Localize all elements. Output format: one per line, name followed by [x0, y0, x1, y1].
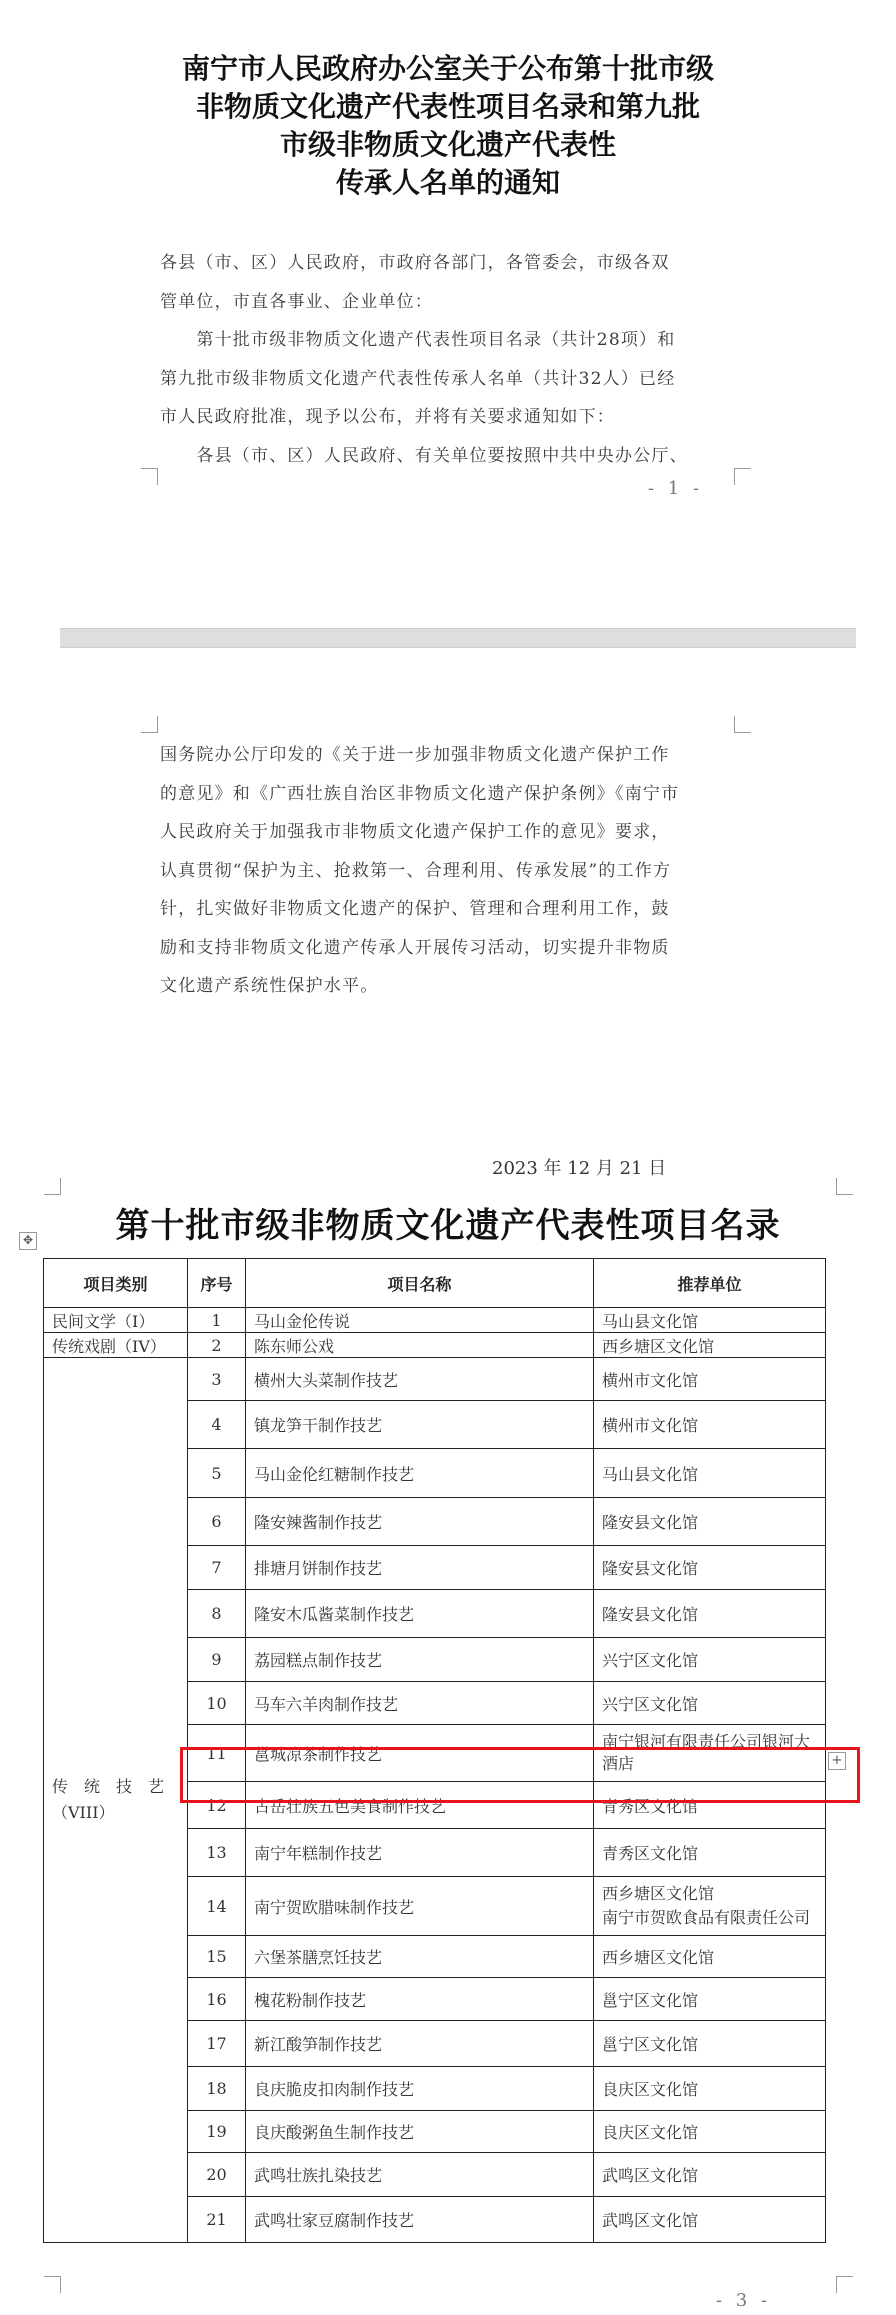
number-cell: 14 [188, 1877, 246, 1936]
unit-cell: 横州市文化馆 [594, 1358, 826, 1401]
unit-cell: 兴宁区文化馆 [594, 1682, 826, 1725]
page-gap [60, 628, 856, 648]
page-corner-mark [836, 1178, 853, 1195]
unit-cell: 隆安县文化馆 [594, 1546, 826, 1590]
list-title: 第十批市级非物质文化遗产代表性项目名录 [115, 1206, 781, 1246]
name-cell: 南宁贺欧腊味制作技艺 [246, 1877, 594, 1936]
name-cell: 良庆酸粥鱼生制作技艺 [246, 2111, 594, 2153]
name-cell: 马车六羊肉制作技艺 [246, 1682, 594, 1725]
page-corner-mark [44, 1178, 61, 1195]
notice-date: 2023 年 12 月 21 日 [492, 1158, 667, 1179]
page2-body [160, 736, 770, 1006]
number-cell: 4 [188, 1401, 246, 1449]
name-cell: 隆安辣酱制作技艺 [246, 1498, 594, 1546]
name-cell: 六堡茶膳烹饪技艺 [246, 1936, 594, 1978]
name-cell: 良庆脆皮扣肉制作技艺 [246, 2067, 594, 2111]
unit-cell: 西乡塘区文化馆 [594, 1936, 826, 1978]
body-line: 认真贯彻“保护为主、抢救第一、合理利用、传承发展”的工作方 [160, 860, 672, 881]
number-cell: 16 [188, 1978, 246, 2021]
notice-title-line: 非物质文化遗产代表性项目名录和第九批 [195, 90, 700, 123]
table-row [44, 1308, 826, 1333]
name-cell: 邕城凉茶制作技艺 [246, 1725, 594, 1782]
move-icon[interactable]: ✥ [19, 1232, 37, 1250]
page-number: - 1 - [648, 478, 704, 499]
unit-cell: 隆安县文化馆 [594, 1498, 826, 1546]
name-cell: 隆安木瓜酱菜制作技艺 [246, 1590, 594, 1638]
number-cell: 3 [188, 1358, 246, 1401]
name-cell: 古岳壮族五色美食制作技艺 [246, 1782, 594, 1829]
name-cell: 镇龙笋干制作技艺 [246, 1401, 594, 1449]
number-cell: 21 [188, 2197, 246, 2243]
unit-line: 西乡塘区文化馆 [602, 1884, 715, 1903]
notice-title-line: 传承人名单的通知 [335, 166, 560, 199]
body-line: 市人民政府批准，现予以公布，并将有关要求通知如下： [160, 407, 615, 427]
page-corner-mark [141, 468, 158, 485]
name-cell: 新江酸笋制作技艺 [246, 2021, 594, 2067]
body-line: 国务院办公厅印发的《关于进一步加强非物质文化遗产保护工作 [160, 745, 670, 765]
number-cell: 20 [188, 2153, 246, 2197]
name-cell: 陈东师公戏 [246, 1333, 594, 1358]
number-cell: 8 [188, 1590, 246, 1638]
unit-cell: 西乡塘区文化馆 [594, 1333, 826, 1358]
notice-title [0, 50, 896, 202]
number-cell: 17 [188, 2021, 246, 2067]
highlight-box [180, 1747, 860, 1803]
name-cell: 武鸣壮族扎染技艺 [246, 2153, 594, 2197]
body-line: 励和支持非物质文化遗产传承人开展传习活动，切实提升非物质 [160, 937, 670, 958]
add-row-icon[interactable]: + [828, 1752, 846, 1770]
name-cell: 南宁年糕制作技艺 [246, 1829, 594, 1877]
body-line: 文化遗产系统性保护水平。 [160, 976, 379, 996]
unit-cell: 马山县文化馆 [594, 1308, 826, 1333]
table-header-row [44, 1259, 826, 1308]
table-row [44, 1333, 826, 1358]
name-cell: 武鸣壮家豆腐制作技艺 [246, 2197, 594, 2243]
unit-cell [594, 1877, 826, 1936]
body-line: 各县（市、区）人民政府，市政府各部门，各管委会，市级各双 [160, 253, 670, 273]
unit-line: 南宁银河有限责任公司银河大 [602, 1732, 811, 1751]
unit-cell: 良庆区文化馆 [594, 2111, 826, 2153]
name-cell: 排塘月饼制作技艺 [246, 1546, 594, 1590]
number-cell: 7 [188, 1546, 246, 1590]
category-cell: 传统戏剧（IV） [44, 1333, 188, 1358]
body-line: 针，扎实做好非物质文化遗产的保护、管理和合理利用工作，鼓 [160, 899, 670, 919]
number-cell: 10 [188, 1682, 246, 1725]
page-corner-mark [141, 716, 158, 733]
unit-cell: 武鸣区文化馆 [594, 2153, 826, 2197]
column-header: 序号 [188, 1259, 246, 1308]
unit-cell: 隆安县文化馆 [594, 1590, 826, 1638]
number-cell: 13 [188, 1829, 246, 1877]
unit-cell: 青秀区文化馆 [594, 1829, 826, 1877]
body-line: 第十批市级非物质文化遗产代表性项目名录（共计28项）和 [160, 330, 676, 350]
unit-cell: 马山县文化馆 [594, 1449, 826, 1498]
column-header: 推荐单位 [594, 1259, 826, 1308]
number-cell: 19 [188, 2111, 246, 2153]
name-cell: 横州大头菜制作技艺 [246, 1358, 594, 1401]
unit-line: 酒店 [602, 1754, 635, 1773]
page-corner-mark [734, 468, 751, 485]
unit-cell: 邕宁区文化馆 [594, 1978, 826, 2021]
number-cell: 18 [188, 2067, 246, 2111]
number-cell: 1 [188, 1308, 246, 1333]
body-line: 管单位，市直各事业、企业单位： [160, 291, 433, 312]
number-cell: 9 [188, 1638, 246, 1682]
body-line: 人民政府关于加强我市非物质文化遗产保护工作的意见》要求， [160, 822, 670, 842]
column-header: 项目名称 [246, 1259, 594, 1308]
body-line: 各县（市、区）人民政府、有关单位要按照中共中央办公厅、 [160, 445, 688, 466]
unit-cell: 武鸣区文化馆 [594, 2197, 826, 2243]
page-corner-mark [836, 2276, 853, 2293]
table-row [44, 1358, 826, 1401]
category-label: （VIII） [52, 1803, 115, 1822]
number-cell: 12 [188, 1782, 246, 1829]
number-cell: 2 [188, 1333, 246, 1358]
category-label: 传 统 技 艺 [52, 1777, 165, 1796]
unit-line: 南宁市贺欧食品有限责任公司 [602, 1908, 811, 1927]
category-cell [44, 1358, 188, 2243]
number-cell: 5 [188, 1449, 246, 1498]
notice-title-line: 市级非物质文化遗产代表性 [279, 128, 616, 161]
page-corner-mark [734, 716, 751, 733]
number-cell: 11 [188, 1725, 246, 1782]
unit-cell: 邕宁区文化馆 [594, 2021, 826, 2067]
number-cell: 6 [188, 1498, 246, 1546]
page-number: - 3 - [716, 2290, 772, 2311]
name-cell: 荔园糕点制作技艺 [246, 1638, 594, 1682]
name-cell: 槐花粉制作技艺 [246, 1978, 594, 2021]
body-line: 第九批市级非物质文化遗产代表性传承人名单（共计32人）已经 [160, 368, 676, 389]
column-header: 项目类别 [44, 1259, 188, 1308]
body-line: 的意见》和《广西壮族自治区非物质文化遗产保护条例》《南宁市 [160, 783, 680, 804]
category-cell: 民间文学（I） [44, 1308, 188, 1333]
unit-cell: 兴宁区文化馆 [594, 1638, 826, 1682]
unit-cell: 良庆区文化馆 [594, 2067, 826, 2111]
page1-body [160, 244, 770, 475]
unit-cell: 青秀区文化馆 [594, 1782, 826, 1829]
name-cell: 马山金伦红糖制作技艺 [246, 1449, 594, 1498]
page-corner-mark [44, 2276, 61, 2293]
number-cell: 15 [188, 1936, 246, 1978]
notice-title-line: 南宁市人民政府办公室关于公布第十批市级 [181, 52, 714, 85]
name-cell: 马山金伦传说 [246, 1308, 594, 1333]
unit-cell: 横州市文化馆 [594, 1401, 826, 1449]
